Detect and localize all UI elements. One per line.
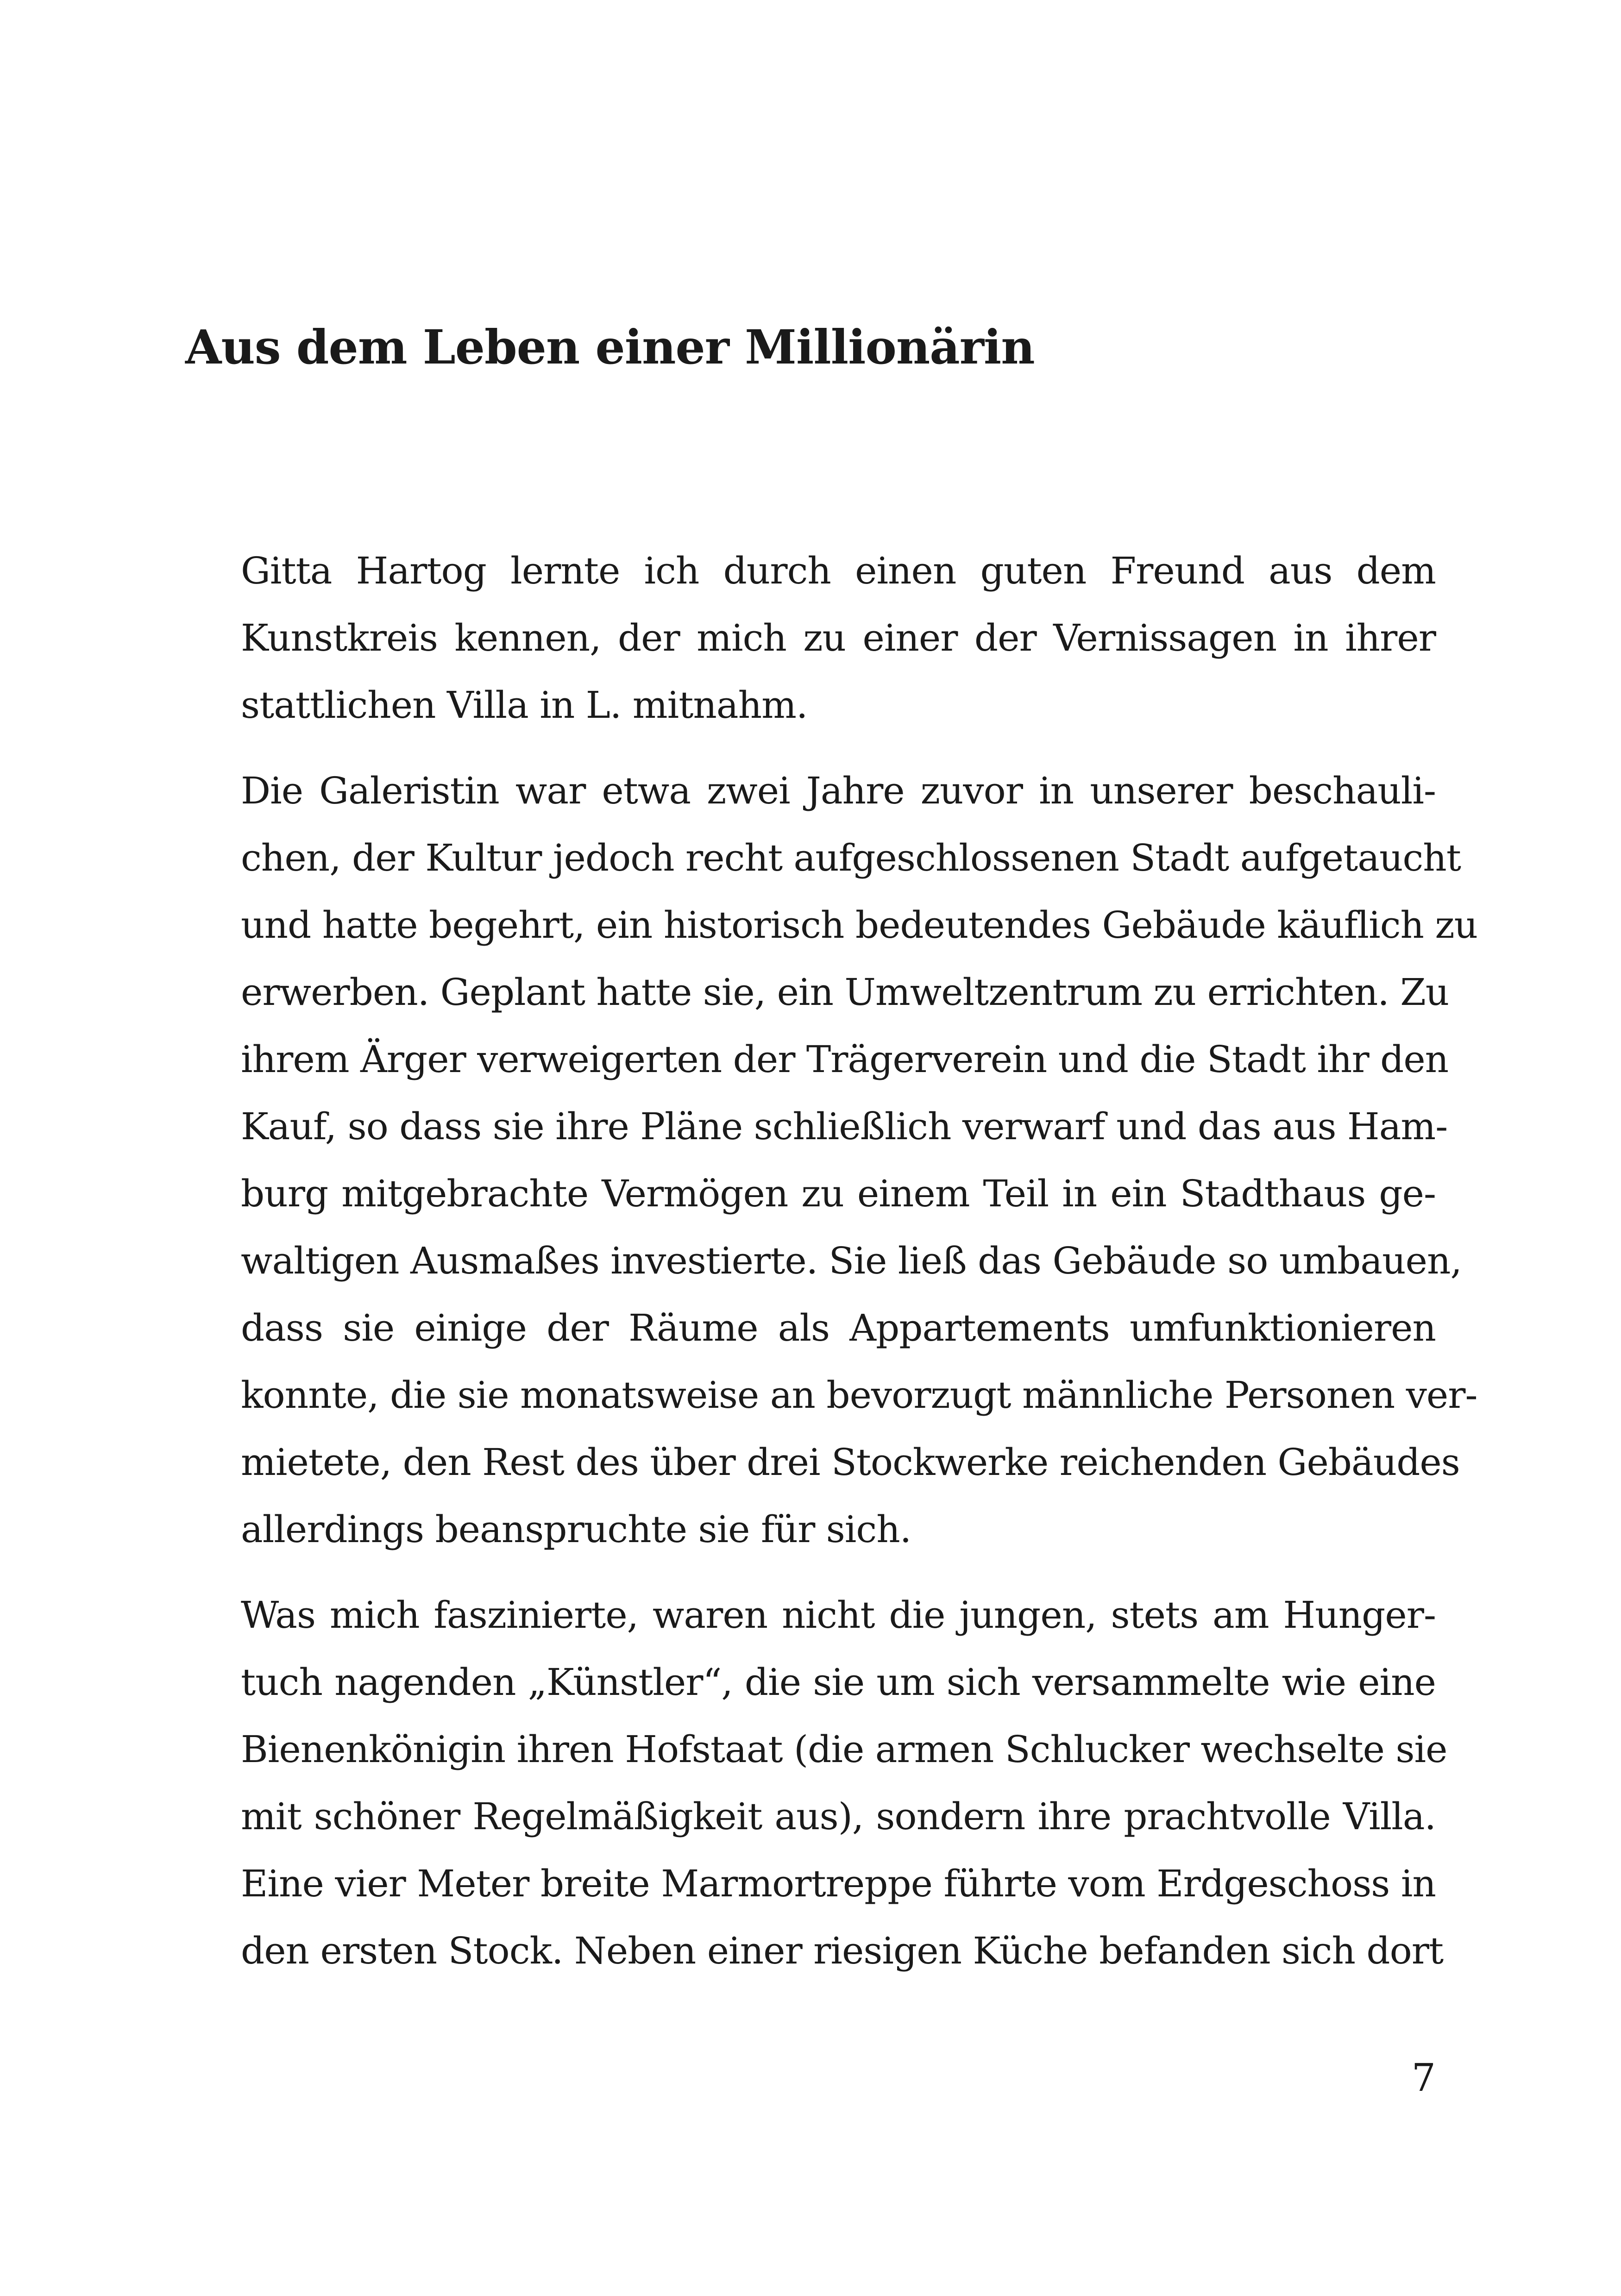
- body-text: [185, 537, 1478, 2003]
- text-line: dass sie einige der Räume als Appartements umfunktionieren: [241, 1306, 1436, 1349]
- text-line: Kauf, so dass sie ihre Pläne schließlich verwarf und das aus Ham-: [241, 1105, 1448, 1148]
- text-line: mit schöner Regelmäßigkeit aus), sondern ihre prachtvolle Villa.: [241, 1795, 1436, 1838]
- text-line: Gitta Hartog lernte ich durch einen guten Freund aus dem: [241, 549, 1436, 592]
- text-line: burg mitgebrachte Vermögen zu einem Teil in ein Stadthaus ge-: [241, 1172, 1436, 1215]
- text-line: den ersten Stock. Neben einer riesigen Küche befanden sich dort: [241, 1929, 1444, 1972]
- text-line: Die Galeristin war etwa zwei Jahre zuvor in unserer beschauli-: [241, 769, 1436, 812]
- text-line: Was mich faszinierte, waren nicht die jungen, stets am Hunger-: [241, 1593, 1436, 1637]
- page-number: 7: [1411, 2056, 1436, 2100]
- text-line: konnte, die sie monatsweise an bevorzugt männliche Personen ver-: [241, 1374, 1477, 1417]
- text-line: allerdings beanspruchte sie für sich.: [241, 1508, 911, 1551]
- paragraph-1: [185, 537, 1436, 739]
- text-line: waltigen Ausmaßes investierte. Sie ließ das Gebäude so umbauen,: [241, 1239, 1462, 1282]
- paragraph-3: [185, 1581, 1447, 1984]
- paragraph-2: [185, 757, 1478, 1563]
- text-line: Bienenkönigin ihren Hofstaat (die armen Schlucker wechselte sie: [241, 1728, 1447, 1771]
- text-line: Eine vier Meter breite Marmortreppe führte vom Erdgeschoss in: [241, 1862, 1436, 1905]
- text-line: ihrem Ärger verweigerten der Trägerverein und die Stadt ihr den: [241, 1038, 1449, 1081]
- text-line: mietete, den Rest des über drei Stockwerke reichenden Gebäudes: [241, 1441, 1460, 1484]
- text-line: stattlichen Villa in L. mitnahm.: [241, 684, 808, 727]
- text-line: Kunstkreis kennen, der mich zu einer der Vernissagen in ihrer: [241, 616, 1436, 659]
- text-line: und hatte begehrt, ein historisch bedeutendes Gebäude käuflich zu: [241, 903, 1478, 947]
- text-line: chen, der Kultur jedoch recht aufgeschlossenen Stadt aufgetaucht: [241, 836, 1461, 879]
- text-line: erwerben. Geplant hatte sie, ein Umweltzentrum zu errichten. Zu: [241, 971, 1449, 1014]
- text-line: tuch nagenden „Künstler“, die sie um sich versammelte wie eine: [241, 1661, 1436, 1704]
- chapter-title: Aus dem Leben einer Millionärin: [185, 320, 1035, 375]
